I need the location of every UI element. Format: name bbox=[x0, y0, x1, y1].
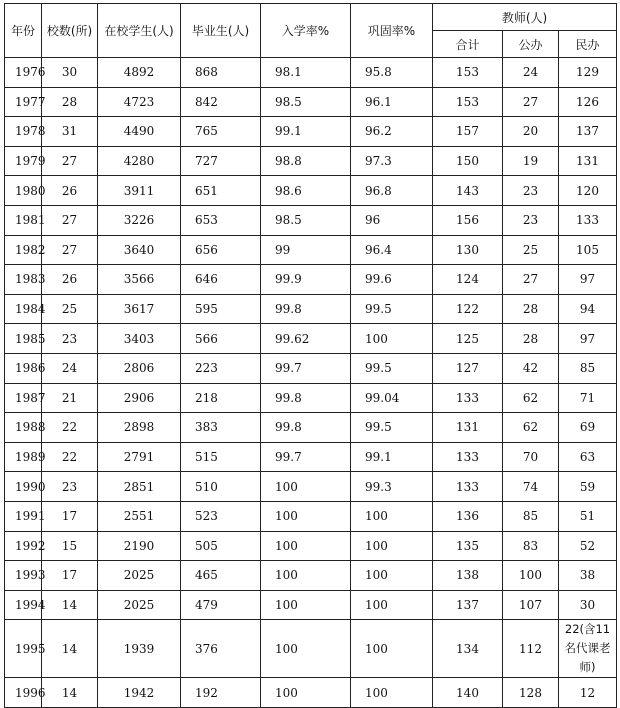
cell-schools: 24 bbox=[42, 353, 98, 383]
cell-enroll-rate: 99.7 bbox=[261, 353, 351, 383]
header-graduates: 毕业生(人) bbox=[181, 4, 261, 58]
cell-teachers-public: 85 bbox=[503, 501, 559, 531]
cell-schools: 28 bbox=[42, 87, 98, 117]
cell-year: 1981 bbox=[5, 205, 42, 235]
cell-enroll-rate: 100 bbox=[261, 531, 351, 561]
cell-retention-rate: 100 bbox=[351, 678, 433, 708]
table-row bbox=[5, 531, 617, 561]
cell-teachers-public: 70 bbox=[503, 442, 559, 472]
cell-year: 1986 bbox=[5, 353, 42, 383]
header-year: 年份 bbox=[5, 4, 42, 58]
cell-retention-rate: 96.4 bbox=[351, 235, 433, 265]
cell-teachers-private: 22(含11名代课老师) bbox=[559, 620, 617, 678]
cell-schools: 15 bbox=[42, 531, 98, 561]
cell-enroll-rate: 98.5 bbox=[261, 87, 351, 117]
cell-schools: 14 bbox=[42, 590, 98, 620]
cell-teachers-total: 153 bbox=[433, 87, 503, 117]
cell-year: 1984 bbox=[5, 294, 42, 324]
cell-teachers-total: 138 bbox=[433, 561, 503, 591]
cell-students: 2906 bbox=[98, 383, 181, 413]
cell-retention-rate: 96.2 bbox=[351, 117, 433, 147]
cell-teachers-private: 133 bbox=[559, 205, 617, 235]
cell-retention-rate: 99.1 bbox=[351, 442, 433, 472]
table-row bbox=[5, 324, 617, 354]
cell-teachers-public: 100 bbox=[503, 561, 559, 591]
cell-teachers-total: 140 bbox=[433, 678, 503, 708]
table-row bbox=[5, 176, 617, 206]
cell-teachers-total: 143 bbox=[433, 176, 503, 206]
cell-graduates: 653 bbox=[181, 205, 261, 235]
cell-teachers-total: 136 bbox=[433, 501, 503, 531]
cell-schools: 22 bbox=[42, 442, 98, 472]
cell-year: 1992 bbox=[5, 531, 42, 561]
cell-year: 1993 bbox=[5, 561, 42, 591]
cell-teachers-public: 23 bbox=[503, 176, 559, 206]
cell-teachers-public: 83 bbox=[503, 531, 559, 561]
cell-year: 1989 bbox=[5, 442, 42, 472]
cell-graduates: 218 bbox=[181, 383, 261, 413]
cell-teachers-private: 69 bbox=[559, 413, 617, 443]
table-row bbox=[5, 590, 617, 620]
cell-graduates: 868 bbox=[181, 58, 261, 88]
cell-students: 3566 bbox=[98, 265, 181, 295]
cell-graduates: 465 bbox=[181, 561, 261, 591]
header-students: 在校学生(人) bbox=[98, 4, 181, 58]
cell-teachers-public: 74 bbox=[503, 472, 559, 502]
cell-teachers-private: 94 bbox=[559, 294, 617, 324]
cell-retention-rate: 96 bbox=[351, 205, 433, 235]
cell-schools: 14 bbox=[42, 678, 98, 708]
cell-enroll-rate: 100 bbox=[261, 678, 351, 708]
cell-teachers-private: 30 bbox=[559, 590, 617, 620]
cell-enroll-rate: 98.8 bbox=[261, 146, 351, 176]
header-enroll-rate: 入学率% bbox=[261, 4, 351, 58]
table-row bbox=[5, 501, 617, 531]
table-body bbox=[5, 58, 617, 708]
cell-teachers-private: 59 bbox=[559, 472, 617, 502]
cell-enroll-rate: 99.62 bbox=[261, 324, 351, 354]
cell-year: 1996 bbox=[5, 678, 42, 708]
cell-retention-rate: 99.5 bbox=[351, 353, 433, 383]
cell-graduates: 566 bbox=[181, 324, 261, 354]
cell-schools: 26 bbox=[42, 176, 98, 206]
header-teachers-private: 民办 bbox=[559, 31, 617, 58]
cell-year: 1983 bbox=[5, 265, 42, 295]
cell-students: 2025 bbox=[98, 590, 181, 620]
cell-schools: 25 bbox=[42, 294, 98, 324]
cell-graduates: 223 bbox=[181, 353, 261, 383]
cell-year: 1985 bbox=[5, 324, 42, 354]
cell-students: 2551 bbox=[98, 501, 181, 531]
cell-enroll-rate: 100 bbox=[261, 561, 351, 591]
cell-enroll-rate: 99.8 bbox=[261, 413, 351, 443]
cell-teachers-private: 38 bbox=[559, 561, 617, 591]
cell-teachers-public: 28 bbox=[503, 324, 559, 354]
table-row bbox=[5, 442, 617, 472]
cell-students: 4490 bbox=[98, 117, 181, 147]
cell-students: 2190 bbox=[98, 531, 181, 561]
cell-year: 1991 bbox=[5, 501, 42, 531]
cell-schools: 27 bbox=[42, 205, 98, 235]
cell-teachers-public: 27 bbox=[503, 87, 559, 117]
cell-retention-rate: 99.6 bbox=[351, 265, 433, 295]
education-stats-table bbox=[4, 3, 617, 708]
cell-students: 4723 bbox=[98, 87, 181, 117]
cell-graduates: 651 bbox=[181, 176, 261, 206]
cell-graduates: 505 bbox=[181, 531, 261, 561]
cell-retention-rate: 100 bbox=[351, 324, 433, 354]
header-teachers-total: 合计 bbox=[433, 31, 503, 58]
cell-teachers-total: 133 bbox=[433, 442, 503, 472]
cell-enroll-rate: 98.6 bbox=[261, 176, 351, 206]
cell-teachers-total: 127 bbox=[433, 353, 503, 383]
cell-retention-rate: 100 bbox=[351, 620, 433, 678]
table-row bbox=[5, 146, 617, 176]
cell-teachers-total: 150 bbox=[433, 146, 503, 176]
cell-teachers-total: 124 bbox=[433, 265, 503, 295]
table-row bbox=[5, 58, 617, 88]
header-teachers: 教师(人) bbox=[433, 4, 617, 31]
cell-students: 1942 bbox=[98, 678, 181, 708]
cell-retention-rate: 96.8 bbox=[351, 176, 433, 206]
header-teachers-public: 公办 bbox=[503, 31, 559, 58]
cell-teachers-private: 97 bbox=[559, 265, 617, 295]
table-row bbox=[5, 561, 617, 591]
cell-students: 2025 bbox=[98, 561, 181, 591]
cell-enroll-rate: 99 bbox=[261, 235, 351, 265]
cell-retention-rate: 100 bbox=[351, 531, 433, 561]
cell-graduates: 383 bbox=[181, 413, 261, 443]
cell-teachers-total: 135 bbox=[433, 531, 503, 561]
cell-schools: 27 bbox=[42, 235, 98, 265]
cell-enroll-rate: 100 bbox=[261, 472, 351, 502]
table-row bbox=[5, 294, 617, 324]
cell-retention-rate: 96.1 bbox=[351, 87, 433, 117]
cell-schools: 23 bbox=[42, 472, 98, 502]
cell-teachers-total: 157 bbox=[433, 117, 503, 147]
cell-teachers-public: 20 bbox=[503, 117, 559, 147]
cell-year: 1995 bbox=[5, 620, 42, 678]
cell-teachers-total: 156 bbox=[433, 205, 503, 235]
cell-teachers-private: 71 bbox=[559, 383, 617, 413]
table-row bbox=[5, 413, 617, 443]
cell-schools: 27 bbox=[42, 146, 98, 176]
cell-students: 2806 bbox=[98, 353, 181, 383]
cell-teachers-total: 153 bbox=[433, 58, 503, 88]
table-row bbox=[5, 265, 617, 295]
cell-retention-rate: 100 bbox=[351, 561, 433, 591]
table-row bbox=[5, 678, 617, 708]
cell-teachers-private: 51 bbox=[559, 501, 617, 531]
cell-students: 4892 bbox=[98, 58, 181, 88]
table-row bbox=[5, 205, 617, 235]
cell-students: 3911 bbox=[98, 176, 181, 206]
cell-teachers-public: 107 bbox=[503, 590, 559, 620]
cell-enroll-rate: 99.1 bbox=[261, 117, 351, 147]
cell-graduates: 192 bbox=[181, 678, 261, 708]
cell-retention-rate: 99.5 bbox=[351, 413, 433, 443]
cell-retention-rate: 97.3 bbox=[351, 146, 433, 176]
table-row bbox=[5, 117, 617, 147]
cell-retention-rate: 100 bbox=[351, 590, 433, 620]
cell-teachers-total: 137 bbox=[433, 590, 503, 620]
cell-students: 3640 bbox=[98, 235, 181, 265]
cell-schools: 21 bbox=[42, 383, 98, 413]
cell-schools: 17 bbox=[42, 501, 98, 531]
cell-enroll-rate: 99.9 bbox=[261, 265, 351, 295]
cell-teachers-private: 120 bbox=[559, 176, 617, 206]
cell-year: 1988 bbox=[5, 413, 42, 443]
cell-teachers-private: 97 bbox=[559, 324, 617, 354]
cell-teachers-total: 125 bbox=[433, 324, 503, 354]
cell-year: 1982 bbox=[5, 235, 42, 265]
cell-year: 1978 bbox=[5, 117, 42, 147]
cell-graduates: 376 bbox=[181, 620, 261, 678]
cell-teachers-private: 52 bbox=[559, 531, 617, 561]
cell-teachers-total: 134 bbox=[433, 620, 503, 678]
cell-teachers-public: 28 bbox=[503, 294, 559, 324]
cell-graduates: 523 bbox=[181, 501, 261, 531]
cell-teachers-private: 85 bbox=[559, 353, 617, 383]
cell-graduates: 765 bbox=[181, 117, 261, 147]
cell-year: 1980 bbox=[5, 176, 42, 206]
cell-teachers-public: 128 bbox=[503, 678, 559, 708]
cell-year: 1976 bbox=[5, 58, 42, 88]
cell-retention-rate: 95.8 bbox=[351, 58, 433, 88]
cell-enroll-rate: 99.7 bbox=[261, 442, 351, 472]
cell-enroll-rate: 99.8 bbox=[261, 294, 351, 324]
cell-teachers-public: 62 bbox=[503, 413, 559, 443]
cell-schools: 17 bbox=[42, 561, 98, 591]
cell-retention-rate: 99.3 bbox=[351, 472, 433, 502]
cell-retention-rate: 99.5 bbox=[351, 294, 433, 324]
header-retention-rate: 巩固率% bbox=[351, 4, 433, 58]
cell-graduates: 842 bbox=[181, 87, 261, 117]
cell-graduates: 656 bbox=[181, 235, 261, 265]
cell-year: 1977 bbox=[5, 87, 42, 117]
cell-retention-rate: 100 bbox=[351, 501, 433, 531]
cell-teachers-private: 105 bbox=[559, 235, 617, 265]
cell-schools: 26 bbox=[42, 265, 98, 295]
header-schools: 校数(所) bbox=[42, 4, 98, 58]
cell-enroll-rate: 98.5 bbox=[261, 205, 351, 235]
cell-teachers-public: 27 bbox=[503, 265, 559, 295]
cell-students: 3403 bbox=[98, 324, 181, 354]
cell-teachers-private: 131 bbox=[559, 146, 617, 176]
cell-teachers-public: 42 bbox=[503, 353, 559, 383]
table-row bbox=[5, 235, 617, 265]
cell-enroll-rate: 100 bbox=[261, 590, 351, 620]
cell-teachers-private: 126 bbox=[559, 87, 617, 117]
cell-year: 1990 bbox=[5, 472, 42, 502]
cell-students: 3617 bbox=[98, 294, 181, 324]
table-row bbox=[5, 472, 617, 502]
cell-teachers-private: 63 bbox=[559, 442, 617, 472]
cell-enroll-rate: 99.8 bbox=[261, 383, 351, 413]
cell-teachers-public: 62 bbox=[503, 383, 559, 413]
cell-schools: 23 bbox=[42, 324, 98, 354]
cell-schools: 14 bbox=[42, 620, 98, 678]
cell-teachers-public: 23 bbox=[503, 205, 559, 235]
cell-teachers-private: 12 bbox=[559, 678, 617, 708]
cell-students: 2898 bbox=[98, 413, 181, 443]
cell-retention-rate: 99.04 bbox=[351, 383, 433, 413]
table-row bbox=[5, 620, 617, 678]
cell-teachers-public: 24 bbox=[503, 58, 559, 88]
cell-year: 1987 bbox=[5, 383, 42, 413]
cell-graduates: 510 bbox=[181, 472, 261, 502]
cell-teachers-total: 131 bbox=[433, 413, 503, 443]
cell-students: 2791 bbox=[98, 442, 181, 472]
cell-graduates: 595 bbox=[181, 294, 261, 324]
cell-schools: 30 bbox=[42, 58, 98, 88]
cell-graduates: 727 bbox=[181, 146, 261, 176]
cell-graduates: 515 bbox=[181, 442, 261, 472]
cell-teachers-public: 112 bbox=[503, 620, 559, 678]
header-row-top bbox=[5, 4, 617, 31]
cell-students: 1939 bbox=[98, 620, 181, 678]
cell-enroll-rate: 98.1 bbox=[261, 58, 351, 88]
cell-teachers-total: 133 bbox=[433, 472, 503, 502]
cell-enroll-rate: 100 bbox=[261, 620, 351, 678]
table-row bbox=[5, 383, 617, 413]
cell-students: 2851 bbox=[98, 472, 181, 502]
cell-students: 4280 bbox=[98, 146, 181, 176]
cell-graduates: 479 bbox=[181, 590, 261, 620]
cell-teachers-total: 122 bbox=[433, 294, 503, 324]
cell-year: 1994 bbox=[5, 590, 42, 620]
cell-graduates: 646 bbox=[181, 265, 261, 295]
cell-teachers-public: 19 bbox=[503, 146, 559, 176]
cell-teachers-total: 133 bbox=[433, 383, 503, 413]
cell-teachers-total: 130 bbox=[433, 235, 503, 265]
cell-teachers-private: 137 bbox=[559, 117, 617, 147]
table-row bbox=[5, 353, 617, 383]
table-row bbox=[5, 87, 617, 117]
cell-schools: 31 bbox=[42, 117, 98, 147]
cell-teachers-private: 129 bbox=[559, 58, 617, 88]
cell-enroll-rate: 100 bbox=[261, 501, 351, 531]
cell-teachers-public: 25 bbox=[503, 235, 559, 265]
cell-schools: 22 bbox=[42, 413, 98, 443]
cell-year: 1979 bbox=[5, 146, 42, 176]
cell-students: 3226 bbox=[98, 205, 181, 235]
